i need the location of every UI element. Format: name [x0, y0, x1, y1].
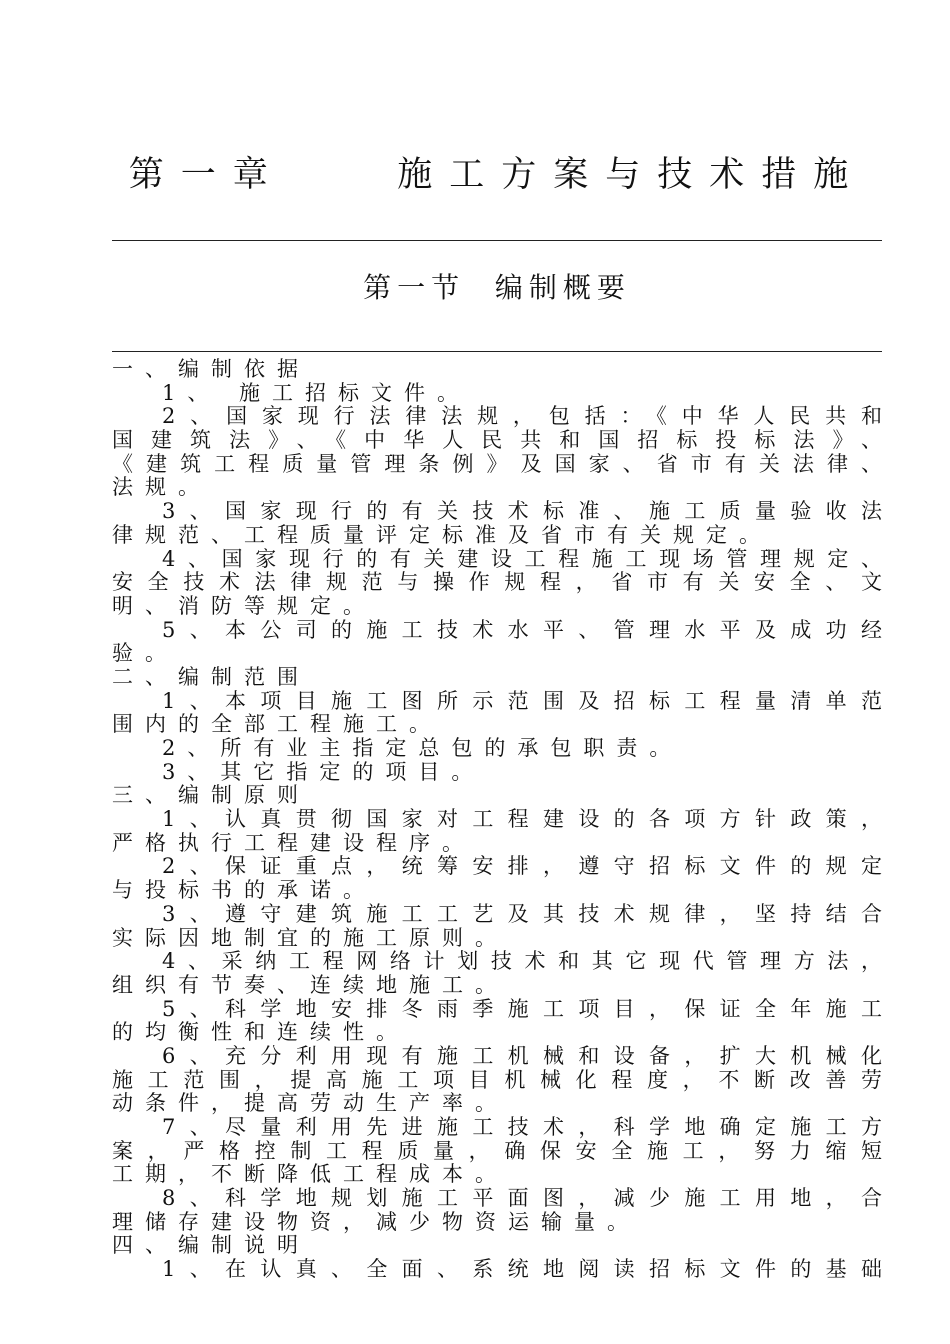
text-line: 二、编制范围	[112, 665, 310, 689]
text-line: 验。	[112, 642, 178, 666]
text-line: 法规。	[112, 476, 211, 500]
text-line: 2、国家现行法律法规，包括：《中华人民共和	[162, 405, 882, 429]
text-line: 围内的全部工程施工。	[112, 713, 442, 737]
text-line: 1、在认真、全面、系统地阅读招标文件的基础	[162, 1258, 882, 1282]
chapter-title: 第一章 施工方案与技术措施	[128, 155, 866, 195]
text-line: 2、所有业主指定总包的承包职责。	[162, 737, 683, 760]
text-line: 《建筑工程质量管理条例》及国家、省市有关法律、	[112, 452, 882, 476]
text-line: 1、本项目施工图所示范围及招标工程量清单范	[162, 689, 882, 713]
text-line: 3、遵守建筑施工工艺及其技术规律，坚持结合	[162, 902, 882, 926]
text-line: 一、编制依据	[112, 358, 310, 381]
text-line: 7、尽量利用先进施工技术，科学地确定施工方	[162, 1116, 882, 1139]
text-line: 8、科学地规划施工平面图，减少施工用地，合	[162, 1187, 882, 1211]
section-divider	[112, 351, 882, 352]
text-line: 案，严格控制工程质量，确保安全施工，努力缩短	[112, 1139, 882, 1163]
text-line: 严格执行工程建设程序。	[112, 831, 475, 855]
document-body	[112, 358, 882, 1282]
text-line: 明、消防等规定。	[112, 594, 376, 618]
text-line: 2、保证重点，统筹安排，遵守招标文件的规定	[162, 855, 882, 879]
text-line: 3、其它指定的项目。	[162, 760, 485, 784]
text-line: 1、认真贯彻国家对工程建设的各项方针政策，	[162, 808, 882, 832]
text-line: 施工范围，提高施工项目机械化程度，不断改善劳	[112, 1068, 882, 1092]
text-line: 与投标书的承诺。	[112, 879, 376, 903]
text-line: 5、本公司的施工技术水平、管理水平及成功经	[162, 618, 882, 642]
top-divider	[112, 240, 882, 241]
text-line: 理储存建设物资，减少物资运输量。	[112, 1210, 640, 1234]
text-line: 律规范、工程质量评定标准及省市有关规定。	[112, 523, 772, 547]
text-line: 的均衡性和连续性。	[112, 1021, 409, 1045]
text-line: 三、编制原则	[112, 784, 310, 808]
text-line: 6、充分利用现有施工机械和设备，扩大机械化	[162, 1044, 882, 1068]
text-line: 5、科学地安排冬雨季施工项目，保证全年施工	[162, 997, 882, 1021]
section-title: 第一节 编制概要	[363, 271, 631, 304]
text-line: 组织有节奏、连续地施工。	[112, 973, 508, 997]
text-line: 4、国家现行的有关建设工程施工现场管理规定、	[162, 547, 882, 571]
text-line: 安全技术法律规范与操作规程，省市有关安全、文	[112, 571, 882, 595]
text-line: 动条件，提高劳动生产率。	[112, 1092, 508, 1116]
text-line: 1、 施工招标文件。	[162, 381, 471, 405]
text-line: 四、编制说明	[112, 1234, 310, 1258]
text-line: 4、采纳工程网络计划技术和其它现代管理方法，	[162, 950, 882, 974]
text-line: 实际因地制宜的施工原则。	[112, 926, 508, 950]
text-line: 3、国家现行的有关技术标准、施工质量验收法	[162, 500, 882, 524]
text-line: 国建筑法》、《中华人民共和国招标投标法》、	[112, 429, 882, 453]
text-line: 工期，不断降低工程成本。	[112, 1163, 508, 1187]
